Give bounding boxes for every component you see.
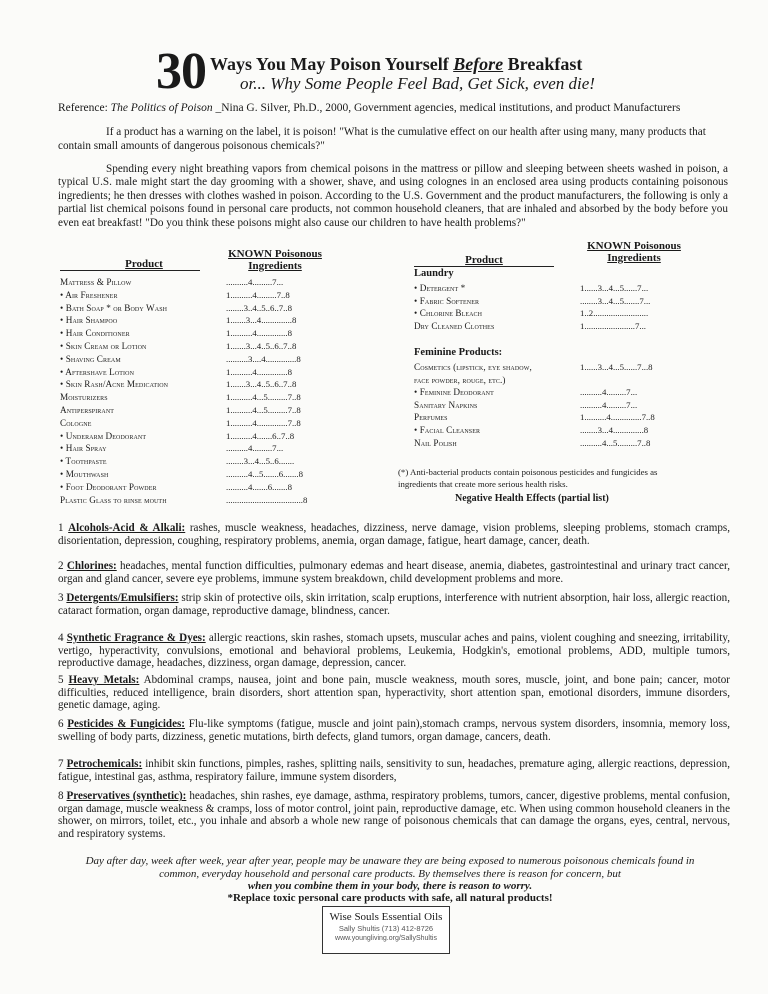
intro-paragraph-1: If a product has a warning on the label, it is poison! "What is the cumulative effect on our health after using many, many products that contain small amounts of dangerous poisonous chemicals?" xyxy=(58,126,706,152)
ingredient-codes: ..........4.........7... xyxy=(580,387,638,398)
ingredient-codes: ..........4.........7... xyxy=(226,277,284,287)
effect-item xyxy=(58,758,730,783)
product-name: • Bath Soap * or Body Wash xyxy=(60,302,168,313)
title-pre: Ways You May Poison Yourself xyxy=(210,54,454,74)
effect-text: rashes, muscle weakness, headaches, dizziness, nerve damage, vision problems, sleeping problems, stomach cramps, disorientation, depression, coughing, respiratory problems, anemia, organ damage, fatigue, heart damage, cancer, death. xyxy=(58,522,730,547)
product-name: Mattress & Pillow xyxy=(60,277,132,287)
ingredient-codes: 1..2......................... xyxy=(580,308,649,319)
product-name: • Toothpaste xyxy=(60,456,107,467)
product-name: • Chlorine Bleach xyxy=(414,308,483,319)
ingredient-codes: ..........4.........7... xyxy=(226,443,284,454)
ingredient-codes: 1..........4.........7..8 xyxy=(226,289,290,300)
product-name: face powder, rouge, etc.) xyxy=(414,374,506,385)
effect-number: 5 xyxy=(58,674,69,686)
effect-number: 2 xyxy=(58,560,67,572)
ingredient-codes: ........3...4...5..6....... xyxy=(226,456,295,467)
product-name: • Facial Cleanser xyxy=(414,425,481,435)
left-product-header: Product xyxy=(125,258,163,270)
title-post: Breakfast xyxy=(503,54,583,74)
right-product-table xyxy=(414,240,714,465)
ingredient-codes: 1..........4..............7..8 xyxy=(580,412,655,423)
effect-item xyxy=(58,674,730,712)
closing-paragraph: Day after day, week after week, year after year, people may be unaware they are being exposed to numerous poisonous chemicals found in common, everyday household and personal care products. By themselves there is reason for concern, but xyxy=(85,855,695,880)
stamp-contact: Sally Shultis (713) 412-8726 xyxy=(338,924,434,933)
product-name: Cosmetics (lipstick, eye shadow, xyxy=(414,362,532,372)
laundry-rows xyxy=(414,282,714,338)
product-name: • Fabric Softener xyxy=(414,295,480,306)
ingredient-codes: ..........4...5.........7..8 xyxy=(580,437,651,448)
ingredient-codes: 1..........4...5.........7..8 xyxy=(226,392,301,403)
ingredient-codes: ..........4.......6.......8 xyxy=(226,481,292,492)
ingredient-codes: 1..........4...5.........7..8 xyxy=(226,405,301,415)
effect-number: 4 xyxy=(58,632,67,644)
subtitle: or... Why Some People Feel Bad, Get Sick, even die! xyxy=(240,74,595,93)
effect-title: Synthetic Fragrance & Dyes: xyxy=(66,632,206,644)
stamp-name: Wise Souls Essential Oils xyxy=(329,911,443,923)
title-number: 30 xyxy=(156,43,206,100)
effect-item xyxy=(58,560,730,585)
ingredient-codes: 1..........4..............7..8 xyxy=(226,417,301,428)
ingredient-codes: 1......3...4...5......7...8 xyxy=(580,362,653,372)
reference-book: The Politics of Poison xyxy=(110,102,213,114)
ingredient-codes: 1.......3...4..5..6..7..8 xyxy=(226,341,297,351)
closing-line-3: *Replace toxic personal care products with safe, all natural products! xyxy=(227,892,553,904)
feminine-rows xyxy=(414,361,714,461)
product-name: • Feminine Deodorant xyxy=(414,387,494,398)
ingredient-codes: 1.......3...4..............8 xyxy=(226,315,297,326)
left-product-table xyxy=(60,248,340,518)
effect-item xyxy=(58,718,730,743)
ingredient-codes: ........3...4..............8 xyxy=(580,425,649,435)
page-title xyxy=(210,54,582,75)
effect-number: 6 xyxy=(58,718,68,730)
right-product-rule xyxy=(414,266,554,267)
product-name: Dry Cleaned Clothes xyxy=(414,320,495,331)
effect-number: 3 xyxy=(58,592,67,604)
laundry-label: Laundry xyxy=(414,268,454,279)
effect-title: Detergents/Emulsifiers: xyxy=(66,592,179,604)
company-stamp xyxy=(322,906,450,954)
right-ingredients-header: KNOWN Poisonous Ingredients xyxy=(587,240,681,264)
negative-effects-heading: Negative Health Effects (partial list) xyxy=(455,493,609,504)
ingredient-codes: ........3..4..5..6..7..8 xyxy=(226,302,292,313)
effect-text: headaches, mental function difficulties, pulmonary edemas and heart disease, anemia, diabetes, gastrointestinal and urinary tract cancer, organ and gland cancer, severe eye problems, immune system breakdown, child development problems and more. xyxy=(58,560,730,585)
intro-paragraph-2: Spending every night breathing vapors from chemical poisons in the mattress or pillow and sleeping between sheets washed in poison, a typical U.S. male might start the day grooming with a shower, shave, and using colognes in an enclosed area using products containing poisonous ingredients; he then dresses with clothes washed in poison. According to the U.S. Government and the product manufacturers, the following is only a partial list chemical poisons found in personal care products, not common household cleaners, that are inhaled and absorbed by the body before you even eat breakfast! "Do you think these poisons might also cause our children to have health problems?" xyxy=(58,163,728,229)
effect-number: 1 xyxy=(58,522,69,534)
ingredient-codes: 1.......................7... xyxy=(580,320,646,331)
title-emphasis: Before xyxy=(453,54,504,74)
antibacterial-note: (*) Anti-bacterial products contain poisonous pesticides and fungicides as ingredients that create more serious health risks. xyxy=(398,467,658,489)
stamp-web: www.youngliving.org/SallyShultis xyxy=(335,935,437,942)
product-name: • Mouthwash xyxy=(60,469,109,479)
product-name: • Underarm Deodorant xyxy=(60,430,147,441)
effect-title: Pesticides & Fungicides: xyxy=(67,718,186,730)
ingredient-codes: 1..........4.......6..7..8 xyxy=(226,430,295,441)
effect-item xyxy=(58,632,730,670)
product-name: Sanitary Napkins xyxy=(414,399,478,410)
ingredient-codes: ..........4.........7... xyxy=(580,399,638,410)
product-name: • Foot Deodorant Powder xyxy=(60,481,157,492)
effect-text: headaches, shin rashes, eye damage, asthma, respiratory problems, tumors, cancer, digestive problems, mental confusion, organ damage, muscle weakness & cramps, loss of motor control, joint pain, reproductive damage, etc. When using common household cleaners in the shower, on mirrors, toilet, etc., you inhale and absorb a whole new range of poisonous chemicals that can damage the organs, eyes, central, nervous, and respiratory systems. xyxy=(58,790,730,840)
product-name: • Skin Rash/Acne Medication xyxy=(60,379,169,390)
left-ingredients-header: KNOWN Poisonous Ingredients xyxy=(228,248,322,272)
effect-title: Preservatives (synthetic): xyxy=(66,790,187,802)
product-name: • Detergent * xyxy=(414,283,466,293)
effect-item xyxy=(58,592,730,617)
effect-text: strip skin of protective oils, skin irritation, scalp eruptions, interference with nutrient absorption, hair loss, allergic reaction, cataract formation, organ damage, reproductive damage, blindness, cancer. xyxy=(58,592,730,617)
header xyxy=(0,44,768,104)
product-name: • Hair Conditioner xyxy=(60,328,130,339)
effect-item xyxy=(58,522,730,547)
ingredient-codes: 1..........4..............8 xyxy=(226,366,292,377)
product-name: Perfumes xyxy=(414,412,448,423)
ingredient-codes: 1.......3...4..5..6..7..8 xyxy=(226,379,297,390)
closing-line-2: when you combine them in your body, there is reason to worry. xyxy=(247,880,533,892)
product-name: Antiperspirant xyxy=(60,405,115,415)
product-name: Plastic Glass to rinse mouth xyxy=(60,494,167,505)
product-name: • Air Freshener xyxy=(60,289,118,300)
product-name: • Skin Cream or Lotion xyxy=(60,341,147,351)
effect-text: Abdominal cramps, nausea, joint and bone pain, muscle weakness, mouth sores, muscle, joint, and bone pain; cancer, motor difficulties, reduced intelligence, brain disorders, short attention span, hyperactivity, short attention span, emotional disorders, immune disorders, genetic damage, aging. xyxy=(58,674,731,712)
left-table-rows xyxy=(60,276,340,516)
right-product-header: Product xyxy=(465,254,503,266)
effect-text: allergic reactions, skin rashes, stomach upsets, muscular aches and pains, violent coughing and sneezing, irritability, vertigo, hyperactivity, convulsions, emotional and behavioral problems, Leukemia, Hodgkin's, emotional problems, ADD, multiple tumors, reproductive damage, headaches, dizziness, organ damage, depression, cancer. xyxy=(58,632,730,670)
product-name: • Hair Shampoo xyxy=(60,315,118,326)
effect-text: Flu-like symptoms (fatigue, muscle and joint pain),stomach cramps, nervous system disorders, insomnia, memory loss, swelling of body parts, dizziness, genetic mutations, birth defects, gland tumors, organ damage, cancers, death. xyxy=(58,718,730,743)
feminine-label: Feminine Products: xyxy=(414,347,503,358)
reference-rest: _Nina G. Silver, Ph.D., 2000, Government agencies, medical institutions, and product Manufacturers xyxy=(212,102,681,114)
product-name: Cologne xyxy=(60,417,92,428)
effect-text: inhibit skin functions, pimples, rashes, splitting nails, sensitivity to sun, headaches, premature aging, allergic reactions, depression, fatigue, intestinal gas, asthma, respiratory failure, immune system disorders, xyxy=(58,758,730,783)
ingredient-codes: ...................................8 xyxy=(226,494,308,505)
ingredient-codes: ..........3....4..............8 xyxy=(226,353,301,364)
effect-title: Petrochemicals: xyxy=(66,758,143,770)
product-name: • Shaving Cream xyxy=(60,353,121,364)
effect-number: 8 xyxy=(58,790,67,802)
ingredient-codes: 1..........4..............8 xyxy=(226,328,292,339)
effect-title: Alcohols-Acid & Alkali: xyxy=(68,522,186,534)
effect-title: Chlorines: xyxy=(66,560,117,572)
ingredient-codes: 1......3...4...5......7... xyxy=(580,283,649,293)
product-name: Moisturizers xyxy=(60,392,108,403)
ingredient-codes: ..........4...5.......6.......8 xyxy=(226,469,303,479)
left-product-rule xyxy=(60,270,200,271)
product-name: • Aftershave Lotion xyxy=(60,366,135,377)
reference-line xyxy=(58,102,718,114)
ingredient-codes: ........3...4...5.......7... xyxy=(580,295,651,306)
effect-item xyxy=(58,790,730,840)
product-name: Nail Polish xyxy=(414,437,457,448)
product-name: • Hair Spray xyxy=(60,443,107,454)
effect-title: Heavy Metals: xyxy=(68,674,140,686)
effect-number: 7 xyxy=(58,758,67,770)
reference-label: Reference: xyxy=(58,102,111,114)
